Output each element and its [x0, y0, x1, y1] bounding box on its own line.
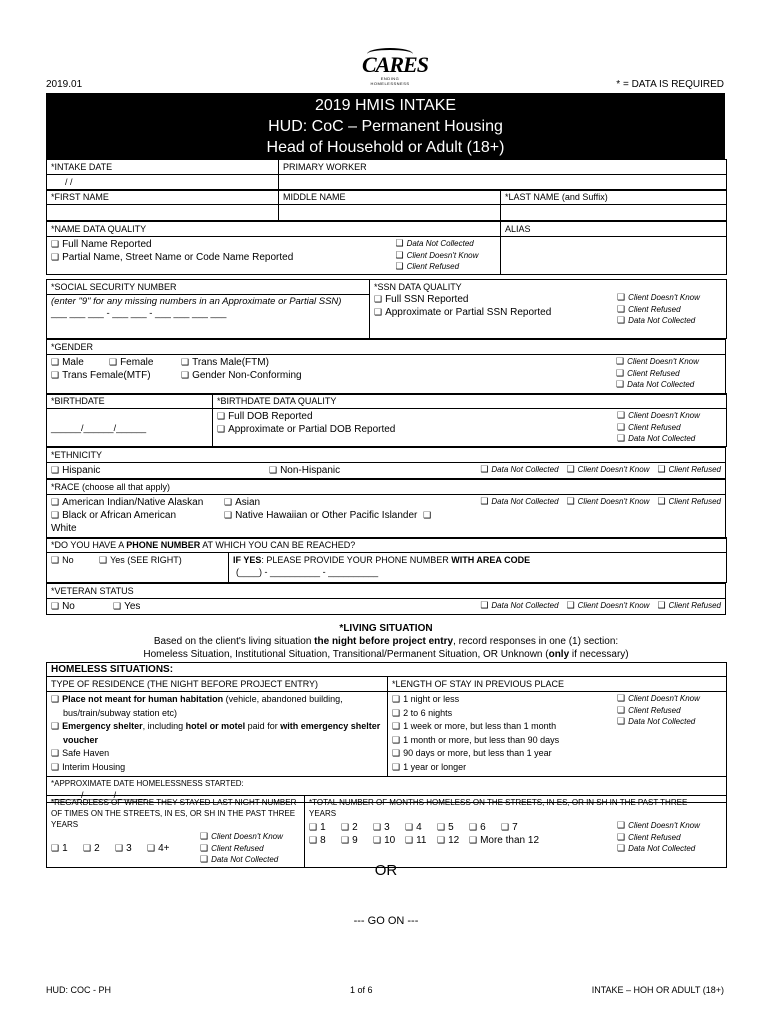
- gender-client-doesnt-know-checkbox[interactable]: ❑ Client Doesn't Know: [616, 356, 721, 368]
- homeless-table: [46, 662, 727, 803]
- race-data-not-collected-checkbox[interactable]: ❑ Data Not Collected: [480, 496, 558, 508]
- title-banner: [46, 93, 725, 159]
- non-hispanic-checkbox[interactable]: ❑ Non-Hispanic: [269, 465, 340, 476]
- stay-data-not-collected-checkbox[interactable]: ❑ Data Not Collected: [617, 716, 722, 728]
- ssn-client-refused-checkbox[interactable]: ❑ Client Refused: [617, 304, 722, 316]
- ssn-instruction: (enter "9" for any missing numbers in an Approximate or Partial SSN): [51, 296, 342, 307]
- ssn-table: [46, 279, 727, 339]
- name-client-refused-checkbox[interactable]: ❑ Client Refused: [396, 261, 497, 273]
- length-of-stay-label: *LENGTH OF STAY IN PREVIOUS PLACE: [388, 677, 727, 692]
- or-divider: OR: [374, 862, 398, 879]
- dob-data-not-collected-checkbox[interactable]: ❑ Data Not Collected: [617, 433, 722, 445]
- alias-label: ALIAS: [501, 222, 727, 237]
- phone-number-field[interactable]: IF YES: PLEASE PROVIDE YOUR PHONE NUMBER WITH AREA CODE (____) - __________ - __________: [229, 553, 727, 583]
- birthdate-label: *BIRTHDATE: [47, 394, 213, 409]
- ssn-refusal: [617, 292, 722, 327]
- not-for-habitation-checkbox[interactable]: ❑ Place not meant for human habitation (vehicle, abandoned building, bus/train/subway station etc): [51, 693, 383, 720]
- times-label: *REGARDLESS OF WHERE THEY STAYED LAST NIGHT NUMBER OF TIMES ON THE STREETS, IN ES, OR SH IN THE PAST THREE YEARS: [51, 798, 297, 829]
- vet-client-doesnt-know-checkbox[interactable]: ❑ Client Doesn't Know: [567, 600, 650, 612]
- times-months-table: [46, 795, 727, 868]
- homeless-header: HOMELESS SITUATIONS:: [47, 663, 727, 677]
- vet-data-not-collected-checkbox[interactable]: ❑ Data Not Collected: [480, 600, 558, 612]
- safe-haven-checkbox[interactable]: ❑ Safe Haven: [51, 747, 383, 761]
- page-number: 1 of 6: [350, 985, 373, 995]
- stay-options: [388, 692, 727, 777]
- partial-dob-checkbox[interactable]: ❑ Approximate or Partial DOB Reported: [217, 423, 722, 436]
- dob-client-doesnt-know-checkbox[interactable]: ❑ Client Doesn't Know: [617, 410, 722, 422]
- months-data-not-collected-checkbox[interactable]: ❑ Data Not Collected: [617, 843, 722, 855]
- ethnicity-options: [47, 463, 726, 479]
- first-name-label: *FIRST NAME: [47, 190, 279, 205]
- birthdate-refusal: [617, 410, 722, 445]
- gender-male-checkbox[interactable]: ❑ Male: [51, 356, 109, 369]
- phone-no-checkbox[interactable]: ❑ No: [51, 554, 99, 566]
- months-11-checkbox[interactable]: ❑ 11: [405, 834, 437, 847]
- eth-client-doesnt-know-checkbox[interactable]: ❑ Client Doesn't Know: [567, 464, 650, 476]
- months-label: *TOTAL NUMBER OF MONTHS HOMELESS ON THE STREETS, IN ES, OR IN SH IN THE PAST THREE YEARS: [309, 798, 688, 818]
- stay-refusal: [617, 693, 722, 728]
- months-5-checkbox[interactable]: ❑ 5: [437, 821, 469, 834]
- full-ssn-checkbox[interactable]: ❑ Full SSN Reported: [374, 293, 722, 306]
- months-2-checkbox[interactable]: ❑ 2: [341, 821, 373, 834]
- name-quality-label: *NAME DATA QUALITY: [47, 222, 501, 237]
- gender-trans-male-checkbox[interactable]: ❑ Trans Male(FTM): [181, 357, 269, 368]
- required-note: * = DATA IS REQUIRED: [616, 79, 724, 90]
- months-more-than-12-checkbox[interactable]: ❑ More than 12: [469, 835, 539, 846]
- race-white-label[interactable]: White: [51, 523, 77, 534]
- dob-client-refused-checkbox[interactable]: ❑ Client Refused: [617, 422, 722, 434]
- stay-client-refused-checkbox[interactable]: ❑ Client Refused: [617, 705, 722, 717]
- last-name-field[interactable]: [501, 205, 727, 221]
- race-black-checkbox[interactable]: ❑ Black or African American: [51, 509, 224, 522]
- times-cell: [47, 796, 305, 868]
- stay-client-doesnt-know-checkbox[interactable]: ❑ Client Doesn't Know: [617, 693, 722, 705]
- stay-2-6-nights-checkbox[interactable]: ❑ 2 to 6 nights: [392, 707, 722, 721]
- living-situation-line-1: Based on the client's living situation the night before project entry, record responses in one (1) section:: [153, 636, 619, 647]
- times-data-not-collected-checkbox[interactable]: ❑ Data Not Collected: [200, 854, 300, 866]
- phone-table: [46, 537, 727, 583]
- living-situation-title: *LIVING SITUATION: [339, 623, 433, 634]
- ssn-blank: ___ ___ ___ - ___ ___ - ___ ___ ___ ___: [51, 308, 227, 319]
- months-6-checkbox[interactable]: ❑ 6: [469, 821, 501, 834]
- veteran-options: [47, 599, 726, 615]
- form-version: 2019.01: [46, 79, 83, 90]
- approx-date-field[interactable]: *APPROXIMATE DATE HOMELESSNESS STARTED: ______/______/______: [47, 777, 727, 803]
- title-line-2: HUD: CoC – Permanent Housing: [268, 118, 503, 135]
- alias-field[interactable]: [501, 237, 727, 275]
- months-client-doesnt-know-checkbox[interactable]: ❑ Client Doesn't Know: [617, 820, 722, 832]
- months-cell: [305, 796, 727, 868]
- times-2-checkbox[interactable]: ❑ 2: [83, 842, 115, 855]
- ssn-quality-cell: [370, 280, 727, 339]
- race-options: [47, 495, 726, 539]
- intake-date-label: *INTAKE DATE: [47, 160, 279, 175]
- stay-1-week-checkbox[interactable]: ❑ 1 week or more, but less than 1 month: [392, 720, 722, 734]
- times-refusal: [200, 831, 300, 866]
- partial-name-checkbox[interactable]: ❑ Partial Name, Street Name or Code Name Reported: [51, 251, 388, 264]
- veteran-table: [46, 583, 726, 615]
- interim-housing-checkbox[interactable]: ❑ Interim Housing: [51, 761, 383, 775]
- title-line-3: Head of Household or Adult (18+): [266, 139, 505, 156]
- gender-table: [46, 339, 726, 395]
- go-on-text: --- GO ON ---: [353, 915, 419, 927]
- gender-client-refused-checkbox[interactable]: ❑ Client Refused: [616, 368, 721, 380]
- gender-trans-female-checkbox[interactable]: ❑ Trans Female(MTF): [51, 369, 181, 382]
- middle-name-label: MIDDLE NAME: [279, 190, 501, 205]
- months-10-checkbox[interactable]: ❑ 10: [373, 834, 405, 847]
- months-9-checkbox[interactable]: ❑ 9: [341, 834, 373, 847]
- gender-nonconforming-checkbox[interactable]: ❑ Gender Non-Conforming: [181, 370, 302, 381]
- race-client-refused-checkbox[interactable]: ❑ Client Refused: [657, 497, 721, 506]
- name-client-doesnt-know-checkbox[interactable]: ❑ Client Doesn't Know: [396, 250, 497, 262]
- gender-label: *GENDER: [47, 340, 726, 355]
- times-3-checkbox[interactable]: ❑ 3: [115, 842, 147, 855]
- months-refusal: [617, 820, 722, 855]
- approx-date-label: *APPROXIMATE DATE HOMELESSNESS STARTED:: [51, 779, 244, 788]
- race-client-doesnt-know-checkbox[interactable]: ❑ Client Doesn't Know: [567, 496, 650, 508]
- months-4-checkbox[interactable]: ❑ 4: [405, 821, 437, 834]
- stay-1-year-checkbox[interactable]: ❑ 1 year or longer: [392, 761, 722, 775]
- logo-text: CARES: [362, 52, 428, 77]
- gender-options: [47, 355, 726, 395]
- living-situation-line-2: Homeless Situation, Institutional Situation, Transitional/Permanent Situation, OR Unknown (only if necessary): [143, 649, 629, 660]
- ethnicity-label: *ETHNICITY: [47, 448, 726, 463]
- footer-right: INTAKE – HOH OR ADULT (18+): [591, 985, 724, 995]
- times-1-checkbox[interactable]: ❑ 1: [51, 842, 83, 855]
- race-label: *RACE (choose all that apply): [47, 480, 726, 495]
- gender-data-not-collected-checkbox[interactable]: ❑ Data Not Collected: [616, 379, 721, 391]
- name-table: [46, 189, 727, 221]
- ssn-label: *SOCIAL SECURITY NUMBER: [47, 280, 370, 295]
- primary-worker-label: PRIMARY WORKER: [279, 160, 727, 175]
- times-client-refused-checkbox[interactable]: ❑ Client Refused: [200, 843, 300, 855]
- cares-logo: [362, 48, 428, 86]
- months-7-checkbox[interactable]: ❑ 7: [501, 822, 518, 833]
- race-table: [46, 479, 726, 539]
- months-8-checkbox[interactable]: ❑ 8: [309, 834, 341, 847]
- ssn-data-not-collected-checkbox[interactable]: ❑ Data Not Collected: [617, 315, 722, 327]
- title-line-1: 2019 HMIS INTAKE: [314, 97, 457, 114]
- birthdate-table: [46, 393, 727, 447]
- phone-label: *DO YOU HAVE A PHONE NUMBER AT WHICH YOU CAN BE REACHED?: [47, 538, 727, 553]
- full-name-checkbox[interactable]: ❑ Full Name Reported: [51, 238, 388, 251]
- months-12-checkbox[interactable]: ❑ 12: [437, 834, 469, 847]
- ssn-quality-label: *SSN DATA QUALITY: [374, 282, 462, 292]
- hispanic-checkbox[interactable]: ❑ Hispanic: [51, 464, 269, 477]
- residence-options: [47, 692, 388, 777]
- stay-1-night-checkbox[interactable]: ❑ 1 night or less: [392, 693, 722, 707]
- ethnicity-table: [46, 447, 726, 479]
- last-name-label: *LAST NAME (and Suffix): [501, 190, 727, 205]
- race-native-hawaiian-checkbox[interactable]: ❑ Native Hawaiian or Other Pacific Islander ❑: [224, 509, 434, 522]
- stay-1-month-checkbox[interactable]: ❑ 1 month or more, but less than 90 days: [392, 734, 722, 748]
- eth-data-not-collected-checkbox[interactable]: ❑ Data Not Collected: [480, 464, 558, 476]
- middle-name-field[interactable]: [279, 205, 501, 221]
- race-asian-checkbox[interactable]: ❑ Asian: [224, 496, 434, 509]
- veteran-label: *VETERAN STATUS: [47, 584, 726, 599]
- ssn-client-doesnt-know-checkbox[interactable]: ❑ Client Doesn't Know: [617, 292, 722, 304]
- first-name-field[interactable]: [47, 205, 279, 221]
- times-client-doesnt-know-checkbox[interactable]: ❑ Client Doesn't Know: [200, 831, 300, 843]
- name-quality-table: [46, 221, 727, 275]
- months-1-checkbox[interactable]: ❑ 1: [309, 821, 341, 834]
- race-american-indian-checkbox[interactable]: ❑ American Indian/Native Alaskan: [51, 496, 224, 509]
- emergency-shelter-checkbox[interactable]: ❑ Emergency shelter, including hotel or motel paid for with emergency shelter voucher: [51, 720, 383, 747]
- birthdate-quality-label: *BIRTHDATE DATA QUALITY: [213, 394, 727, 409]
- times-4plus-checkbox[interactable]: ❑ 4+: [147, 843, 169, 854]
- intake-date-field[interactable]: / /: [47, 175, 279, 191]
- full-dob-checkbox[interactable]: ❑ Full DOB Reported: [217, 410, 722, 423]
- name-quality-options: [47, 237, 392, 275]
- intake-table: [46, 159, 727, 191]
- gender-refusal: [616, 356, 721, 391]
- ssn-field[interactable]: [47, 295, 370, 339]
- footer-left: HUD: COC - PH: [46, 985, 111, 995]
- birthdate-field[interactable]: ______/______/______: [47, 409, 213, 447]
- months-3-checkbox[interactable]: ❑ 3: [373, 821, 405, 834]
- birthdate-quality-options: [213, 409, 727, 447]
- months-client-refused-checkbox[interactable]: ❑ Client Refused: [617, 832, 722, 844]
- veteran-no-checkbox[interactable]: ❑ No: [51, 600, 113, 613]
- eth-client-refused-checkbox[interactable]: ❑ Client Refused: [657, 465, 721, 474]
- gender-female-checkbox[interactable]: ❑ Female: [109, 356, 181, 369]
- partial-ssn-checkbox[interactable]: ❑ Approximate or Partial SSN Reported: [374, 306, 722, 319]
- residence-type-label: TYPE OF RESIDENCE (THE NIGHT BEFORE PROJECT ENTRY): [47, 677, 388, 692]
- veteran-yes-checkbox[interactable]: ❑ Yes: [113, 601, 140, 612]
- name-quality-refusal: [392, 237, 501, 275]
- phone-yes-checkbox[interactable]: ❑ Yes (SEE RIGHT): [99, 555, 182, 565]
- phone-yes-no: [47, 553, 229, 583]
- stay-90-days-checkbox[interactable]: ❑ 90 days or more, but less than 1 year: [392, 747, 722, 761]
- vet-client-refused-checkbox[interactable]: ❑ Client Refused: [657, 601, 721, 610]
- logo-subtitle: ENDING HOMELESSNESS: [370, 76, 410, 86]
- name-data-not-collected-checkbox[interactable]: ❑ Data Not Collected: [396, 238, 497, 250]
